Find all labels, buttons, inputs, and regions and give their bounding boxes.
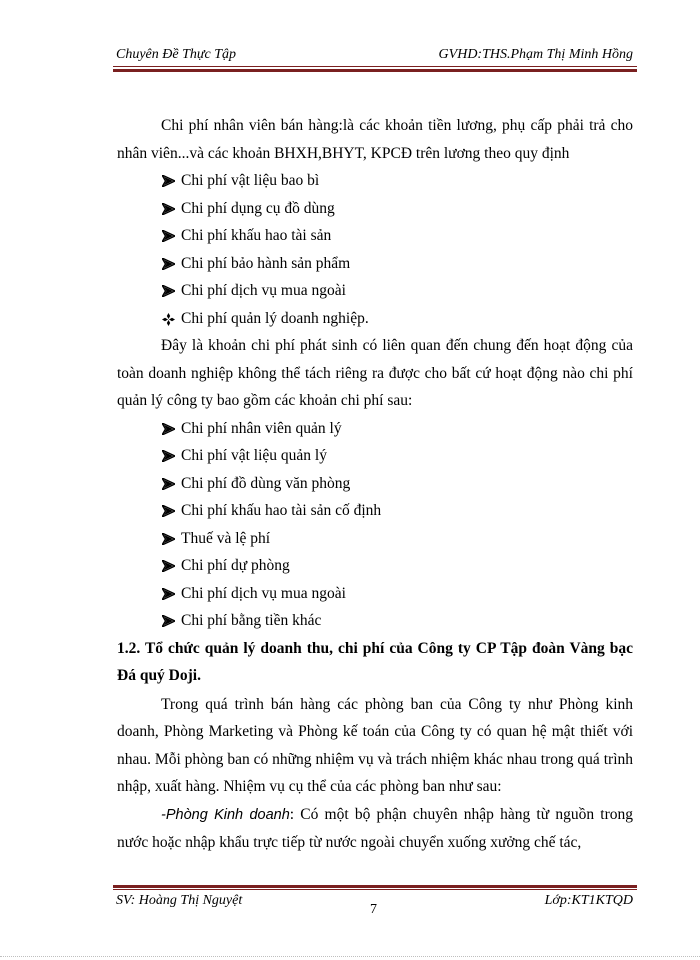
footer-rule-thick [113, 885, 637, 888]
list-item-label: Chi phí nhân viên quản lý [181, 419, 342, 437]
list-item [117, 607, 633, 635]
expense-list-selling [117, 167, 633, 305]
list-item-label: Chi phí khấu hao tài sản cố định [181, 502, 382, 519]
page-bottom-border [0, 956, 700, 957]
departments-paragraph: Trong quá trình bán hàng các phòng ban của Công ty như Phòng kinh doanh, Phòng Marketing và Phòng kế toán của Công ty có quan hệ mật thiết với nhau. Mỗi phòng ban có những nhiệm vụ và trách nhiệm khác nhau trong quá trình nhập, xuất hàng. Nhiệm vụ cụ thể của các phòng ban như sau: [117, 695, 633, 795]
list-item-label: Chi phí dịch vụ mua ngoài [181, 282, 346, 299]
list-item-admin-expense [117, 305, 633, 333]
list-item [117, 195, 633, 223]
sales-department-paragraph [117, 801, 633, 857]
header-course-title: Chuyên Đề Thực Tập [116, 47, 237, 62]
list-item [117, 415, 633, 443]
list-item [117, 497, 633, 525]
list-item [117, 525, 633, 553]
footer-class: Lớp:KT1KTQD [544, 893, 633, 908]
list-item [117, 470, 633, 498]
list-item-label: Chi phí vật liệu quản lý [181, 447, 327, 464]
list-item-label: Thuế và lệ phí [181, 529, 271, 547]
admin-expense-paragraph: Đây là khoản chi phí phát sinh có liên quan đến chung đến hoạt động của toàn doanh nghiệp không thể tách riêng ra được cho bất cứ hoạt động nào chi phí quản lý công ty bao gồm các khoản chi phí sau: [117, 337, 633, 409]
list-item-label: Chi phí khấu hao tài sản [181, 227, 332, 244]
list-item-label: Chi phí dự phòng [181, 557, 290, 574]
list-item-label: Chi phí dịch vụ mua ngoài [181, 584, 346, 602]
intro-paragraph: Chi phí nhân viên bán hàng:là các khoản tiền lương, phụ cấp phải trả cho nhân viên...và các khoản BHXH,BHYT, KPCĐ trên lương theo quy định [117, 117, 633, 162]
list-item [117, 442, 633, 470]
footer-rule-thin [113, 889, 637, 890]
list-item-label: Chi phí đồ dùng văn phòng [181, 474, 351, 492]
header-supervisor: GVHD:THS.Phạm Thị Minh Hồng [438, 47, 633, 62]
list-item [117, 552, 633, 580]
list-item [117, 250, 633, 278]
list-item [117, 277, 633, 305]
list-item-label: Chi phí bảo hành sản phẩm [181, 254, 351, 272]
header-rule-thick [113, 69, 637, 72]
footer-student-name: SV: Hoàng Thị Nguyệt [116, 893, 243, 908]
list-item-label: Chi phí vật liệu bao bì [181, 172, 320, 189]
list-item-label: Chi phí bằng tiền khác [181, 612, 322, 629]
page-number: 7 [370, 902, 377, 917]
expense-list-admin [117, 415, 633, 635]
list-item [117, 167, 633, 195]
list-item [117, 580, 633, 608]
list-item [117, 222, 633, 250]
document-body [117, 112, 633, 857]
header-rule-thin [113, 66, 637, 67]
list-item-label: Chi phí dụng cụ đồ dùng [181, 199, 335, 217]
sales-department-label: -Phòng Kinh doanh [161, 806, 290, 823]
section-heading: 1.2. Tổ chức quản lý doanh thu, chi phí của Công ty CP Tập đoàn Vàng bạc Đá quý Doji. [117, 639, 633, 684]
list-item-label: Chi phí quản lý doanh nghiệp. [181, 309, 369, 327]
sales-department-text: : Có một bộ phận chuyên nhập hàng từ nguồn trong nước hoặc nhập khẩu trực tiếp từ nước ngoài chuyển xuống xưởng chế tác, [117, 805, 633, 851]
